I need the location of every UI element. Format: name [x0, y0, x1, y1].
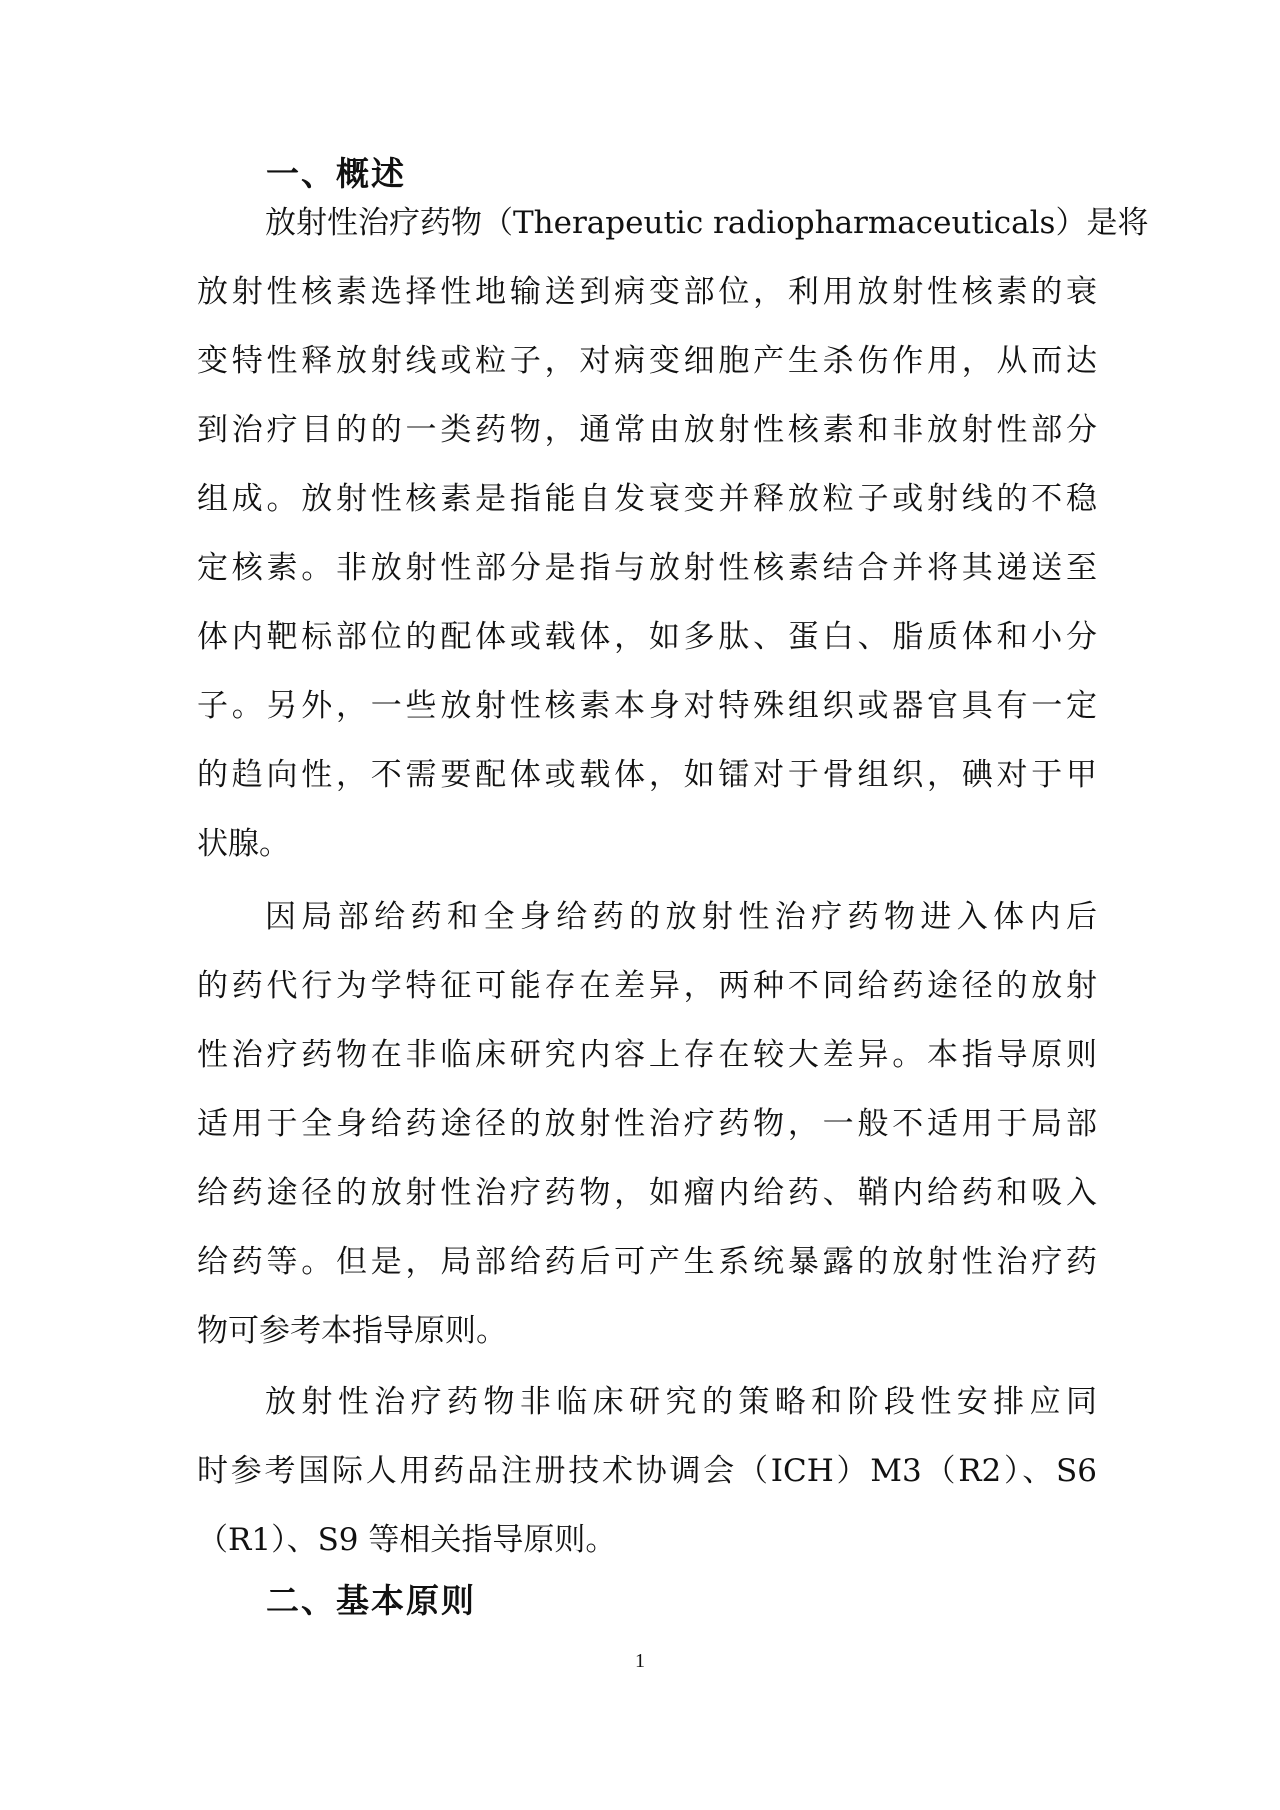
paragraph-line: 定核素。非放射性部分是指与放射性核素结合并将其递送至: [197, 550, 1097, 586]
paragraph-line: 的药代行为学特征可能存在差异，两种不同给药途径的放射: [197, 968, 1097, 1004]
paragraph-reference: [197, 1368, 1097, 1575]
paragraph-line: （R1）、S9 等相关指导原则。: [197, 1522, 617, 1558]
paragraph-line: 给药途径的放射性治疗药物，如瘤内给药、鞘内给药和吸入: [197, 1175, 1097, 1211]
paragraph-line: 时参考国际人用药品注册技术协调会（ICH）M3（R2）、S6: [197, 1453, 1097, 1489]
section-heading-overview: 一、概述: [266, 154, 406, 193]
paragraph-line: 放射性核素选择性地输送到病变部位，利用放射性核素的衰: [197, 274, 1097, 310]
paragraph-line: 到治疗目的的一类药物，通常由放射性核素和非放射性部分: [197, 412, 1097, 448]
paragraph-line: 给药等。但是，局部给药后可产生系统暴露的放射性治疗药: [197, 1244, 1097, 1280]
paragraph-definition: [197, 189, 1149, 879]
page-number: 1: [635, 1650, 645, 1672]
section-heading-principles: 二、基本原则: [266, 1581, 476, 1620]
paragraph-line: 因局部给药和全身给药的放射性治疗药物进入体内后: [265, 899, 1097, 935]
paragraph-line: 组成。放射性核素是指能自发衰变并释放粒子或射线的不稳: [197, 481, 1097, 517]
paragraph-line: 适用于全身给药途径的放射性治疗药物，一般不适用于局部: [197, 1106, 1097, 1142]
paragraph-line: 变特性释放射线或粒子，对病变细胞产生杀伤作用，从而达: [197, 343, 1097, 379]
paragraph-line: 物可参考本指导原则。: [197, 1313, 507, 1349]
paragraph-line: 的趋向性，不需要配体或载体，如镭对于骨组织，碘对于甲: [197, 757, 1097, 793]
paragraph-line: 放射性治疗药物（Therapeutic radiopharmaceuticals）是将: [265, 205, 1149, 241]
paragraph-line: 子。另外，一些放射性核素本身对特殊组织或器官具有一定: [197, 688, 1097, 724]
paragraph-line: 状腺。: [197, 826, 290, 862]
paragraph-line: 体内靶标部位的配体或载体，如多肽、蛋白、脂质体和小分: [197, 619, 1097, 655]
paragraph-line: 放射性治疗药物非临床研究的策略和阶段性安排应同: [265, 1384, 1097, 1420]
paragraph-line: 性治疗药物在非临床研究内容上存在较大差异。本指导原则: [197, 1037, 1097, 1073]
paragraph-scope: [197, 883, 1097, 1366]
